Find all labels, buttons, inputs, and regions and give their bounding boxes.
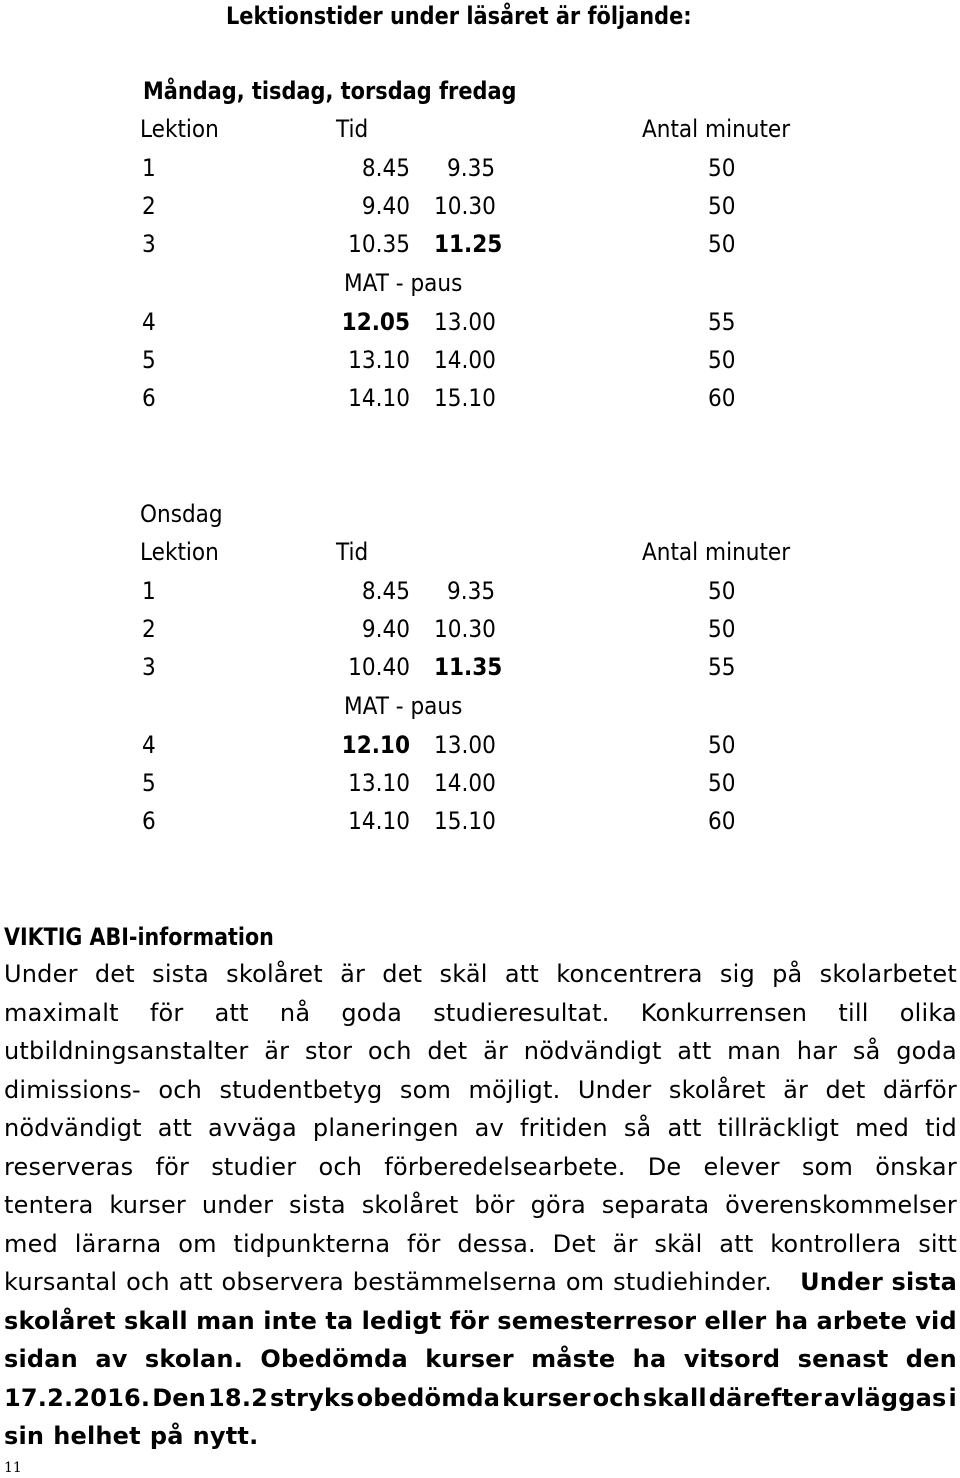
paragraph-word: utbildningsanstalter — [4, 1037, 249, 1065]
paragraph-word: ha — [632, 1345, 667, 1373]
paragraph-word: tidpunkterna — [233, 1229, 391, 1258]
lesson-start: 8.45 — [361, 577, 410, 605]
paragraph-word: till — [838, 998, 869, 1027]
paragraph-word: nå — [279, 998, 311, 1027]
paragraph-word: därefter — [708, 1383, 822, 1412]
schedule-header-row — [0, 537, 960, 575]
paragraph-line — [4, 1036, 957, 1075]
paragraph-word: det — [427, 1037, 468, 1065]
paragraph-word: avläggas — [823, 1383, 947, 1412]
paragraph-word: studentbetyg — [219, 1075, 383, 1104]
paragraph-word: reserveras — [4, 1152, 134, 1181]
lesson-number: 5 — [142, 346, 156, 374]
paragraph-word: elever — [703, 1152, 780, 1181]
paragraph-word: separata — [601, 1191, 710, 1219]
paragraph-word: skäl — [654, 1229, 703, 1258]
paragraph-word: koncentrera — [556, 960, 703, 988]
lesson-end: 9.35 — [447, 577, 496, 605]
paragraph-word: i — [948, 1383, 957, 1412]
paragraph-word: Den — [152, 1383, 207, 1412]
lesson-start: 12.10 — [341, 731, 410, 759]
paragraph-line — [4, 1229, 957, 1268]
lesson-minutes: 50 — [708, 731, 736, 759]
paragraph-word: 18.2 — [208, 1383, 269, 1412]
lesson-end: 9.35 — [447, 154, 496, 182]
paragraph-word: goda — [896, 1037, 957, 1065]
column-time-header: Tid — [336, 538, 369, 566]
lesson-start: 14.10 — [348, 807, 410, 835]
paragraph-word: De — [647, 1152, 682, 1181]
lesson-start: 10.40 — [348, 653, 410, 681]
lesson-start: 9.40 — [361, 615, 410, 643]
paragraph-word: göra — [530, 1191, 586, 1219]
paragraph-word: under — [201, 1191, 274, 1219]
paragraph-word: om — [178, 1229, 217, 1258]
paragraph-word: goda — [341, 998, 403, 1027]
paragraph-word: Det — [552, 1229, 596, 1258]
lesson-end: 10.30 — [434, 615, 496, 643]
paragraph-word: som — [801, 1152, 854, 1181]
table-row — [0, 153, 960, 191]
paragraph-word: att — [157, 1114, 192, 1142]
paragraph-word: önskar — [875, 1152, 957, 1181]
lesson-end: 10.30 — [434, 192, 496, 220]
paragraph-word: tid — [925, 1114, 957, 1142]
paragraph-word: ledigt — [361, 1306, 442, 1335]
paragraph-word: är — [483, 1037, 509, 1065]
paragraph-word: lärarna — [74, 1229, 162, 1258]
paragraph-word: skolåret — [4, 1306, 116, 1335]
lesson-end: 11.35 — [434, 653, 503, 681]
paragraph-word: att — [667, 1114, 702, 1142]
paragraph-word: vitsord — [683, 1345, 781, 1373]
lesson-minutes: 50 — [708, 769, 736, 797]
paragraph-word: stryks — [269, 1383, 355, 1412]
paragraph-word: tillräckligt — [717, 1114, 840, 1142]
paragraph-word: på — [149, 1422, 184, 1450]
paragraph-word: är — [783, 1075, 809, 1104]
paragraph-word: för — [149, 998, 184, 1027]
paragraph-line-text: kursantal och att observera bestämmelserna om studiehinder. — [4, 1268, 772, 1296]
lesson-start: 9.40 — [361, 192, 410, 220]
paragraph-word: förberedelsearbete. — [384, 1152, 626, 1181]
paragraph-word: och — [318, 1152, 363, 1181]
paragraph-word: är — [340, 960, 366, 988]
paragraph-word: för — [449, 1306, 489, 1335]
column-minutes-header: Antal minuter — [642, 538, 791, 566]
lesson-number: 4 — [142, 731, 156, 759]
lesson-end: 15.10 — [434, 807, 496, 835]
paragraph-word: nödvändigt — [523, 1037, 662, 1065]
paragraph-word: nödvändigt — [4, 1114, 142, 1142]
lesson-end: 14.00 — [434, 769, 496, 797]
table-row — [0, 191, 960, 229]
paragraph-word: har — [796, 1037, 838, 1065]
lunch-break-label: MAT - paus — [344, 269, 463, 297]
paragraph-word: Under — [4, 960, 78, 988]
paragraph-line — [4, 1421, 957, 1460]
lesson-end: 13.00 — [434, 308, 496, 336]
paragraph-word: sitt — [918, 1229, 957, 1258]
paragraph-word: möjligt. — [468, 1075, 561, 1104]
paragraph-line — [4, 1267, 957, 1306]
paragraph-word: Konkurrensen — [640, 998, 808, 1027]
table-row — [0, 652, 960, 690]
paragraph-word: att — [677, 1037, 712, 1065]
paragraph-word: är — [264, 1037, 290, 1065]
paragraph-word: ta — [325, 1306, 354, 1335]
table-row — [0, 229, 960, 267]
paragraph-word: helhet — [53, 1422, 141, 1450]
paragraph-word: ha — [774, 1306, 809, 1335]
column-lesson-header: Lektion — [140, 115, 219, 143]
paragraph-line — [4, 1190, 957, 1229]
schedule-header-row — [0, 114, 960, 152]
paragraph-word: semesterresor — [497, 1306, 697, 1335]
lesson-start: 14.10 — [348, 384, 410, 412]
table-row — [0, 576, 960, 614]
paragraph-line — [4, 1075, 957, 1114]
lesson-start: 10.35 — [348, 230, 410, 258]
paragraph-word: så — [852, 1037, 881, 1065]
table-row — [0, 307, 960, 345]
paragraph-word: man — [727, 1037, 782, 1065]
info-title: VIKTIG ABI-information — [4, 923, 274, 951]
table-row — [0, 345, 960, 383]
paragraph-word: och — [592, 1383, 641, 1412]
paragraph-word: stor — [304, 1037, 353, 1065]
paragraph-word: måste — [531, 1345, 616, 1373]
paragraph-word: skall — [642, 1383, 707, 1412]
paragraph-word: sista — [289, 1191, 346, 1219]
info-paragraph — [4, 959, 957, 1460]
lesson-number: 1 — [142, 154, 156, 182]
lesson-minutes: 50 — [708, 346, 736, 374]
paragraph-word: studier — [211, 1152, 297, 1181]
paragraph-word: Under — [577, 1075, 652, 1104]
paragraph-word: skolåret — [361, 1191, 459, 1219]
paragraph-line — [4, 1152, 957, 1191]
lesson-minutes: 55 — [708, 653, 736, 681]
lesson-minutes: 60 — [708, 384, 736, 412]
lunch-break-row — [0, 691, 960, 729]
paragraph-word: inte — [263, 1306, 318, 1335]
lesson-number: 5 — [142, 769, 156, 797]
paragraph-word: det — [382, 960, 423, 988]
paragraph-word: överenskommelser — [725, 1191, 957, 1219]
paragraph-word: sin — [4, 1422, 45, 1450]
lesson-start: 13.10 — [348, 769, 410, 797]
lesson-end: 13.00 — [434, 731, 496, 759]
lesson-minutes: 60 — [708, 807, 736, 835]
paragraph-word: kurser — [425, 1345, 514, 1373]
paragraph-emphasis: Under sista — [800, 1268, 957, 1296]
paragraph-word: sig — [719, 960, 755, 988]
paragraph-word: kurser — [502, 1383, 591, 1412]
paragraph-word: maximalt — [4, 998, 119, 1027]
lesson-minutes: 50 — [708, 615, 736, 643]
lesson-number: 6 — [142, 807, 156, 835]
paragraph-word: 17.2.2016. — [4, 1383, 151, 1412]
paragraph-word: på — [772, 960, 803, 988]
paragraph-word: skolåret — [668, 1075, 766, 1104]
page-number: 11 — [4, 1460, 22, 1476]
table-row — [0, 806, 960, 844]
paragraph-line — [4, 1344, 957, 1383]
paragraph-word: vid — [915, 1306, 957, 1335]
paragraph-word: med — [4, 1229, 58, 1258]
column-lesson-header: Lektion — [140, 538, 219, 566]
table-row — [0, 730, 960, 768]
table-row — [0, 383, 960, 421]
lesson-start: 13.10 — [348, 346, 410, 374]
paragraph-word: för — [406, 1229, 441, 1258]
paragraph-word: nytt. — [192, 1422, 259, 1450]
paragraph-word: avväga — [207, 1114, 297, 1142]
paragraph-word: med — [855, 1114, 910, 1142]
paragraph-word: dimissions- — [4, 1075, 141, 1104]
paragraph-word: som — [399, 1075, 452, 1104]
paragraph-line — [4, 998, 957, 1037]
paragraph-line — [4, 1113, 957, 1152]
paragraph-word: därför — [882, 1075, 957, 1104]
paragraph-word: att — [504, 960, 540, 988]
paragraph-word: att — [719, 1229, 754, 1258]
paragraph-word: är — [612, 1229, 638, 1258]
paragraph-word: sidan — [4, 1345, 78, 1373]
lesson-end: 11.25 — [434, 230, 503, 258]
paragraph-word: Obedömda — [260, 1345, 408, 1373]
paragraph-word: av — [95, 1345, 128, 1373]
paragraph-word: och — [367, 1037, 412, 1065]
page-heading: Lektionstider under läsåret är följande: — [226, 2, 692, 30]
paragraph-word: skolåret — [226, 960, 323, 988]
schedule-day-label: Måndag, tisdag, torsdag fredag — [143, 77, 517, 105]
paragraph-word: att — [214, 998, 249, 1027]
table-row — [0, 614, 960, 652]
paragraph-word: senast — [797, 1345, 889, 1373]
paragraph-word: det — [825, 1075, 866, 1104]
lesson-number: 3 — [142, 230, 156, 258]
lesson-minutes: 50 — [708, 192, 736, 220]
lesson-minutes: 50 — [708, 154, 736, 182]
lesson-minutes: 50 — [708, 577, 736, 605]
paragraph-word: så — [623, 1114, 652, 1142]
paragraph-word: av — [474, 1114, 504, 1142]
paragraph-word: och — [158, 1075, 203, 1104]
table-row — [0, 768, 960, 806]
paragraph-word: arbete — [816, 1306, 907, 1335]
paragraph-word: kontrollera — [770, 1229, 902, 1258]
paragraph-word: olika — [899, 998, 957, 1027]
lesson-number: 3 — [142, 653, 156, 681]
lesson-number: 4 — [142, 308, 156, 336]
lesson-start: 12.05 — [341, 308, 410, 336]
column-minutes-header: Antal minuter — [642, 115, 791, 143]
lesson-end: 15.10 — [434, 384, 496, 412]
paragraph-word: skolarbetet — [819, 960, 957, 988]
paragraph-word: planeringen — [312, 1114, 459, 1142]
paragraph-word: för — [155, 1152, 190, 1181]
lunch-break-label: MAT - paus — [344, 692, 463, 720]
paragraph-word: kurser — [109, 1191, 186, 1219]
paragraph-word: obedömda — [356, 1383, 501, 1412]
paragraph-word: skolan. — [144, 1345, 244, 1373]
lesson-number: 6 — [142, 384, 156, 412]
paragraph-word: fritiden — [519, 1114, 608, 1142]
lunch-break-row — [0, 268, 960, 306]
paragraph-word: skäl — [439, 960, 488, 988]
lesson-minutes: 50 — [708, 230, 736, 258]
paragraph-word: dessa. — [457, 1229, 536, 1258]
paragraph-word: skall — [123, 1306, 188, 1335]
lesson-start: 8.45 — [361, 154, 410, 182]
paragraph-word: studieresultat. — [433, 998, 610, 1027]
paragraph-word: eller — [704, 1306, 767, 1335]
lesson-minutes: 55 — [708, 308, 736, 336]
paragraph-line — [4, 959, 957, 998]
column-time-header: Tid — [336, 115, 369, 143]
paragraph-word: det — [94, 960, 135, 988]
paragraph-word: sista — [152, 960, 209, 988]
lesson-number: 1 — [142, 577, 156, 605]
paragraph-word: bör — [474, 1191, 515, 1219]
lesson-number: 2 — [142, 192, 156, 220]
schedule-day-label: Onsdag — [140, 500, 223, 528]
lesson-end: 14.00 — [434, 346, 496, 374]
paragraph-word: den — [905, 1345, 957, 1373]
paragraph-line — [4, 1306, 957, 1345]
paragraph-word: man — [196, 1306, 255, 1335]
paragraph-line — [4, 1383, 957, 1422]
paragraph-word: tentera — [4, 1191, 94, 1219]
lesson-number: 2 — [142, 615, 156, 643]
